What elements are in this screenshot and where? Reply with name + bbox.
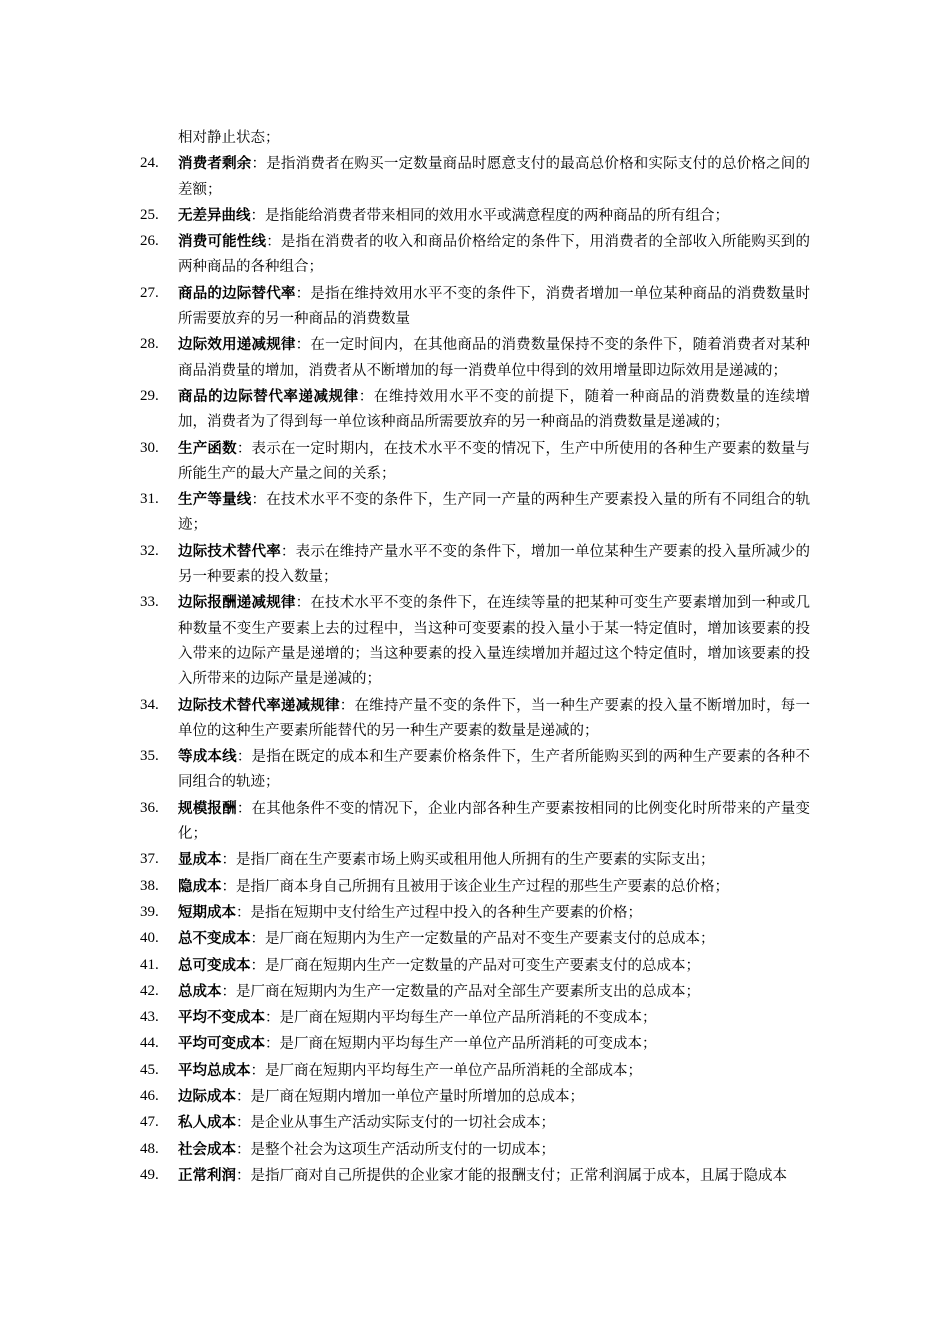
item-definition: 表示在维持产量水平不变的条件下，增加一单位某种生产要素的投入量所减少的另一种要素的投入数量； <box>178 543 811 586</box>
item-body <box>178 1110 810 1136</box>
item-body <box>178 926 810 952</box>
list-item <box>140 926 810 952</box>
item-number: 29. <box>140 387 159 404</box>
item-definition: 是厂商在短期内增加一单位产量时所增加的总成本； <box>250 1088 584 1105</box>
list-item <box>140 1058 810 1084</box>
item-definition: 是指在既定的成本和生产要素价格条件下，生产者所能购买到的两种生产要素的各种不同组合的轨迹； <box>178 749 811 791</box>
item-separator: ： <box>266 234 281 251</box>
item-separator: ： <box>236 1167 251 1184</box>
item-term: 边际技术替代率 <box>178 542 281 560</box>
definition-list <box>140 126 810 1189</box>
item-body <box>178 590 810 692</box>
continuation-text: 相对静止状态； <box>178 130 280 146</box>
item-definition: 在其他条件不变的情况下，企业内部各种生产要素按相同的比例变化时所带来的产量变化； <box>178 800 811 843</box>
list-item <box>140 384 810 436</box>
item-term: 商品的边际替代率递减规律 <box>178 387 359 405</box>
item-number: 36. <box>140 799 159 816</box>
list-item <box>140 847 810 873</box>
item-number: 34. <box>140 696 159 713</box>
item-term: 隐成本 <box>178 877 222 895</box>
item-term: 等成本线 <box>178 748 237 766</box>
item-definition: 是指能给消费者带来相同的效用水平或满意程度的两种商品的所有组合； <box>265 207 729 224</box>
item-definition: 是厂商在短期内生产一定数量的产品对可变生产要素支付的总成本； <box>265 957 700 974</box>
item-separator: ： <box>265 1036 280 1053</box>
item-definition: 在维持效用水平不变的前提下，随着一种商品的消费数量的连续增加，消费者为了得到每一单位该种商品所需要放弃的另一种商品的消费数量是递减的； <box>178 388 811 431</box>
item-body <box>178 384 810 436</box>
item-separator: ： <box>250 957 265 974</box>
item-number: 31. <box>140 491 159 508</box>
item-definition: 是指消费者在购买一定数量商品时愿意支付的最高总价格和实际支付的总价格之间的差额； <box>178 156 811 198</box>
item-separator: ： <box>236 800 252 817</box>
list-item <box>140 332 810 384</box>
item-body <box>178 1031 810 1057</box>
item-separator: ： <box>236 904 251 921</box>
item-term: 平均不变成本 <box>178 1009 265 1027</box>
item-term: 总可变成本 <box>178 956 251 974</box>
item-definition: 是整个社会为这项生产活动所支付的一切成本； <box>250 1141 555 1158</box>
item-term: 边际技术替代率递减规律 <box>178 696 340 714</box>
item-number: 28. <box>140 336 159 353</box>
item-separator: ： <box>339 697 355 714</box>
item-separator: ： <box>236 1115 251 1132</box>
item-term: 总成本 <box>178 982 222 1000</box>
item-body <box>178 539 810 591</box>
item-separator: ： <box>295 595 311 612</box>
item-body <box>178 203 810 229</box>
item-separator: ： <box>280 543 296 560</box>
item-definition: 是指在维持效用水平不变的条件下，消费者增加一单位某种商品的消费数量时所需要放弃的另一种商品的消费数量 <box>178 285 811 328</box>
list-item <box>140 203 810 229</box>
item-definition: 是企业从事生产活动实际支付的一切社会成本； <box>250 1115 555 1132</box>
item-term: 显成本 <box>178 851 222 869</box>
item-number: 49. <box>140 1166 159 1183</box>
list-item <box>140 229 810 281</box>
item-body <box>178 796 810 848</box>
item-term: 无差异曲线 <box>178 206 251 224</box>
item-body <box>178 744 810 796</box>
item-number: 44. <box>140 1035 159 1052</box>
item-definition: 是厂商在短期内平均每生产一单位产品所消耗的全部成本； <box>265 1062 642 1079</box>
item-term: 社会成本 <box>178 1140 236 1158</box>
item-body <box>178 953 810 979</box>
item-term: 消费者剩余 <box>178 155 252 173</box>
list-item <box>140 151 810 203</box>
item-number: 46. <box>140 1087 159 1104</box>
list-item <box>140 1137 810 1163</box>
item-body <box>178 229 810 281</box>
item-body <box>178 1084 810 1110</box>
list-item <box>140 1163 810 1189</box>
item-number: 33. <box>140 594 159 611</box>
item-definition: 是指厂商本身自己所拥有且被用于该企业生产过程的那些生产要素的总价格； <box>236 878 729 895</box>
item-term: 私人成本 <box>178 1114 236 1132</box>
list-item <box>140 1031 810 1057</box>
list-item <box>140 436 810 488</box>
item-number: 42. <box>140 982 159 999</box>
item-number: 41. <box>140 956 159 973</box>
item-definition: 表示在一定时期内，在技术水平不变的情况下，生产中所使用的各种生产要素的数量与所能生产的最大产量之间的关系； <box>178 440 811 482</box>
item-number: 37. <box>140 851 159 868</box>
list-item <box>140 693 810 745</box>
list-item <box>140 487 810 539</box>
item-body <box>178 1163 810 1189</box>
item-definition: 是厂商在短期内平均每生产一单位产品所消耗的不变成本； <box>279 1010 657 1027</box>
item-body <box>178 151 810 203</box>
list-item <box>140 953 810 979</box>
item-definition: 在技术水平不变的条件下，在连续等量的把某种可变生产要素增加到一种或几种数量不变生产要素上去的过程中，当这种可变要素的投入量小于某一特定值时，增加该要素的投入带来的边际产量是递增的；当这种要素的投入量连续增加并超过这个特定值时，增加该要素的投入所带来的边际产量是递减的； <box>178 595 811 688</box>
item-body <box>178 281 810 333</box>
item-term: 边际报酬递减规律 <box>178 594 296 612</box>
item-term: 边际效用递减规律 <box>178 336 296 354</box>
item-definition: 是指厂商在生产要素市场上购买或租用他人所拥有的生产要素的实际支出； <box>236 852 715 869</box>
item-body <box>178 693 810 745</box>
item-definition: 在维持产量不变的条件下，当一种生产要素的投入量不断增加时，每一单位的这种生产要素所能替代的另一种生产要素的数量是递减的； <box>178 697 811 739</box>
list-item <box>140 539 810 591</box>
item-definition: 是指在短期中支付给生产过程中投入的各种生产要素的价格； <box>250 904 642 921</box>
item-definition: 是厂商在短期内为生产一定数量的产品对不变生产要素支付的总成本； <box>265 931 715 948</box>
item-term: 平均可变成本 <box>178 1035 265 1053</box>
item-term: 商品的边际替代率 <box>178 284 296 302</box>
item-number: 47. <box>140 1114 159 1131</box>
item-term: 生产等量线 <box>178 491 252 509</box>
item-separator: ： <box>221 983 236 1000</box>
list-item <box>140 590 810 692</box>
item-separator: ： <box>250 931 265 948</box>
item-separator: ： <box>295 285 311 302</box>
item-number: 24. <box>140 155 159 172</box>
item-separator: ： <box>250 207 265 224</box>
item-body <box>178 874 810 900</box>
item-body <box>178 979 810 1005</box>
item-body <box>178 847 810 873</box>
item-term: 消费可能性线 <box>178 233 267 251</box>
item-number: 30. <box>140 439 159 456</box>
item-term: 边际成本 <box>178 1087 236 1105</box>
item-separator: ： <box>250 1062 265 1079</box>
item-term: 规模报酬 <box>178 799 237 817</box>
list-item <box>140 796 810 848</box>
list-item <box>140 1110 810 1136</box>
item-definition: 是指在消费者的收入和商品价格给定的条件下，用消费者的全部收入所能购买到的两种商品的各种组合； <box>178 234 811 276</box>
item-definition: 在一定时间内，在其他商品的消费数量保持不变的条件下，随着消费者对某种商品消费量的增加，消费者从不断增加的每一消费单位中得到的效用增量即边际效用是递减的； <box>178 337 811 379</box>
item-body <box>178 487 810 539</box>
list-item <box>140 900 810 926</box>
item-body <box>178 1005 810 1031</box>
item-separator: ： <box>358 388 374 405</box>
item-number: 26. <box>140 233 159 250</box>
list-item <box>140 1084 810 1110</box>
list-item <box>140 874 810 900</box>
list-item <box>140 1005 810 1031</box>
list-item <box>140 744 810 796</box>
item-separator: ： <box>236 749 252 766</box>
list-item <box>140 979 810 1005</box>
item-number: 48. <box>140 1140 159 1157</box>
item-separator: ： <box>251 492 267 509</box>
item-separator: ： <box>265 1010 280 1027</box>
item-body <box>178 332 810 384</box>
item-separator: ： <box>221 878 236 895</box>
item-number: 45. <box>140 1061 159 1078</box>
item-term: 生产函数 <box>178 439 237 457</box>
item-number: 43. <box>140 1009 159 1026</box>
item-separator: ： <box>236 1088 251 1105</box>
item-number: 27. <box>140 284 159 301</box>
item-definition: 在技术水平不变的条件下，生产同一产量的两种生产要素投入量的所有不同组合的轨迹； <box>178 492 811 534</box>
item-separator: ： <box>251 156 267 173</box>
item-body <box>178 1137 810 1163</box>
item-term: 正常利润 <box>178 1166 236 1184</box>
list-item <box>140 281 810 333</box>
item-body <box>178 1058 810 1084</box>
item-separator: ： <box>236 1141 251 1158</box>
item-body <box>178 436 810 488</box>
item-number: 25. <box>140 206 159 223</box>
item-separator: ： <box>221 852 236 869</box>
item-definition: 是厂商在短期内为生产一定数量的产品对全部生产要素所支出的总成本； <box>236 983 700 1000</box>
item-number: 39. <box>140 903 159 920</box>
item-body <box>178 900 810 926</box>
item-number: 40. <box>140 930 159 947</box>
item-number: 35. <box>140 748 159 765</box>
item-definition: 是厂商在短期内平均每生产一单位产品所消耗的可变成本； <box>279 1036 657 1053</box>
item-separator: ： <box>295 337 311 354</box>
item-number: 32. <box>140 542 159 559</box>
item-term: 总不变成本 <box>178 930 251 948</box>
item-definition: 是指厂商对自己所提供的企业家才能的报酬支付；正常利润属于成本，且属于隐成本 <box>250 1167 787 1184</box>
item-term: 短期成本 <box>178 903 236 921</box>
item-term: 平均总成本 <box>178 1061 251 1079</box>
item-separator: ： <box>236 440 252 457</box>
item-number: 38. <box>140 877 159 894</box>
